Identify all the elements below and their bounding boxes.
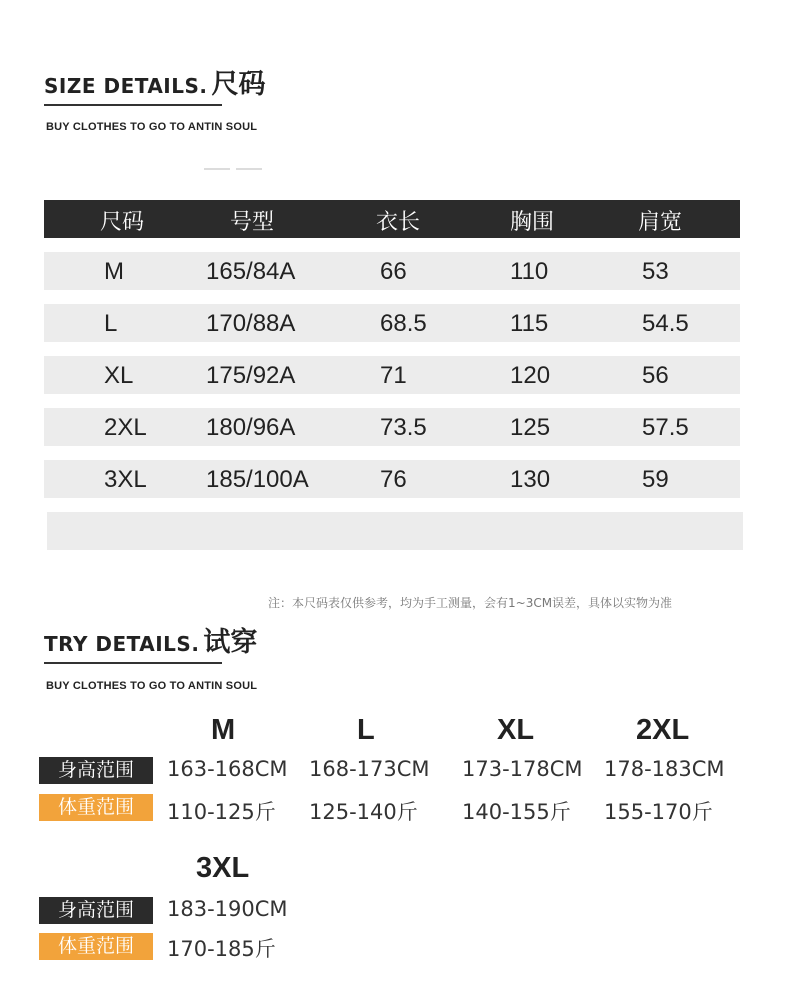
cell-size: 2XL (104, 414, 147, 441)
cell-chest: 130 (510, 466, 551, 493)
size-details-title-en: SIZE DETAILS. (44, 74, 208, 98)
cell-shoulder: 59 (642, 466, 669, 493)
header-cell-length: 衣长 (376, 210, 421, 235)
measurement-note: 注：本尺码表仅供参考，均为手工测量，会有1~3CM误差，具体以实物为准 (268, 596, 673, 610)
size-subtitle: BUY CLOTHES TO GO TO ANTIN SOUL (46, 121, 258, 133)
decorative-dash-2 (236, 168, 262, 170)
cell-model: 185/100A (206, 466, 309, 493)
cell-length: 66 (380, 258, 407, 285)
header-cell-model: 号型 (230, 210, 275, 235)
try-details-title-en: TRY DETAILS. (44, 632, 200, 656)
cell-size: L (104, 310, 118, 337)
table-row-empty (47, 512, 743, 550)
cell-size: M (104, 258, 124, 285)
weight-value-xl: 140-155斤 (462, 800, 571, 824)
weight-value-3xl: 170-185斤 (167, 937, 276, 961)
weight-range-label: 体重范围 (39, 794, 153, 821)
cell-chest: 115 (510, 310, 549, 337)
table-row (44, 252, 740, 290)
height-value-3xl: 183-190CM (167, 897, 288, 921)
header-cell-chest: 胸围 (510, 210, 555, 235)
try-title-underline (44, 662, 222, 664)
cell-shoulder: 57.5 (642, 414, 689, 441)
cell-model: 175/92A (206, 362, 296, 389)
cell-length: 73.5 (380, 414, 427, 441)
decorative-dash-1 (204, 168, 230, 170)
table-row (44, 356, 740, 394)
cell-shoulder: 56 (642, 362, 669, 389)
height-value-m: 163-168CM (167, 757, 288, 781)
height-range-label-2: 身高范围 (39, 897, 153, 924)
size-details-title (44, 62, 266, 101)
try-size-3xl: 3XL (196, 852, 250, 884)
try-size-m: M (211, 714, 236, 746)
weight-range-label-2: 体重范围 (39, 933, 153, 960)
try-details-title (44, 620, 257, 659)
cell-shoulder: 53 (642, 258, 669, 285)
cell-model: 170/88A (206, 310, 296, 337)
cell-model: 165/84A (206, 258, 296, 285)
cell-model: 180/96A (206, 414, 296, 441)
header-cell-size: 尺码 (100, 210, 145, 235)
cell-length: 68.5 (380, 310, 427, 337)
try-subtitle: BUY CLOTHES TO GO TO ANTIN SOUL (46, 680, 258, 692)
size-table-header (44, 200, 740, 238)
cell-shoulder: 54.5 (642, 310, 689, 337)
weight-value-m: 110-125斤 (167, 800, 276, 824)
try-details-title-cn: 试穿 (203, 627, 258, 658)
size-title-underline (44, 104, 222, 106)
table-row (44, 408, 740, 446)
cell-chest: 110 (510, 258, 549, 285)
cell-chest: 120 (510, 362, 551, 389)
table-row (44, 460, 740, 498)
weight-value-l: 125-140斤 (309, 800, 418, 824)
height-value-l: 168-173CM (309, 757, 430, 781)
table-row (44, 304, 740, 342)
weight-value-2xl: 155-170斤 (604, 800, 713, 824)
try-size-xl: XL (497, 714, 535, 746)
height-value-xl: 173-178CM (462, 757, 583, 781)
size-details-title-cn: 尺码 (211, 69, 266, 100)
cell-length: 71 (380, 362, 407, 389)
height-range-label: 身高范围 (39, 757, 153, 784)
try-size-2xl: 2XL (636, 714, 690, 746)
height-value-2xl: 178-183CM (604, 757, 725, 781)
cell-size: XL (104, 362, 134, 389)
cell-size: 3XL (104, 466, 147, 493)
header-cell-shoulder: 肩宽 (638, 210, 683, 235)
cell-length: 76 (380, 466, 407, 493)
try-size-l: L (357, 714, 375, 746)
cell-chest: 125 (510, 414, 551, 441)
